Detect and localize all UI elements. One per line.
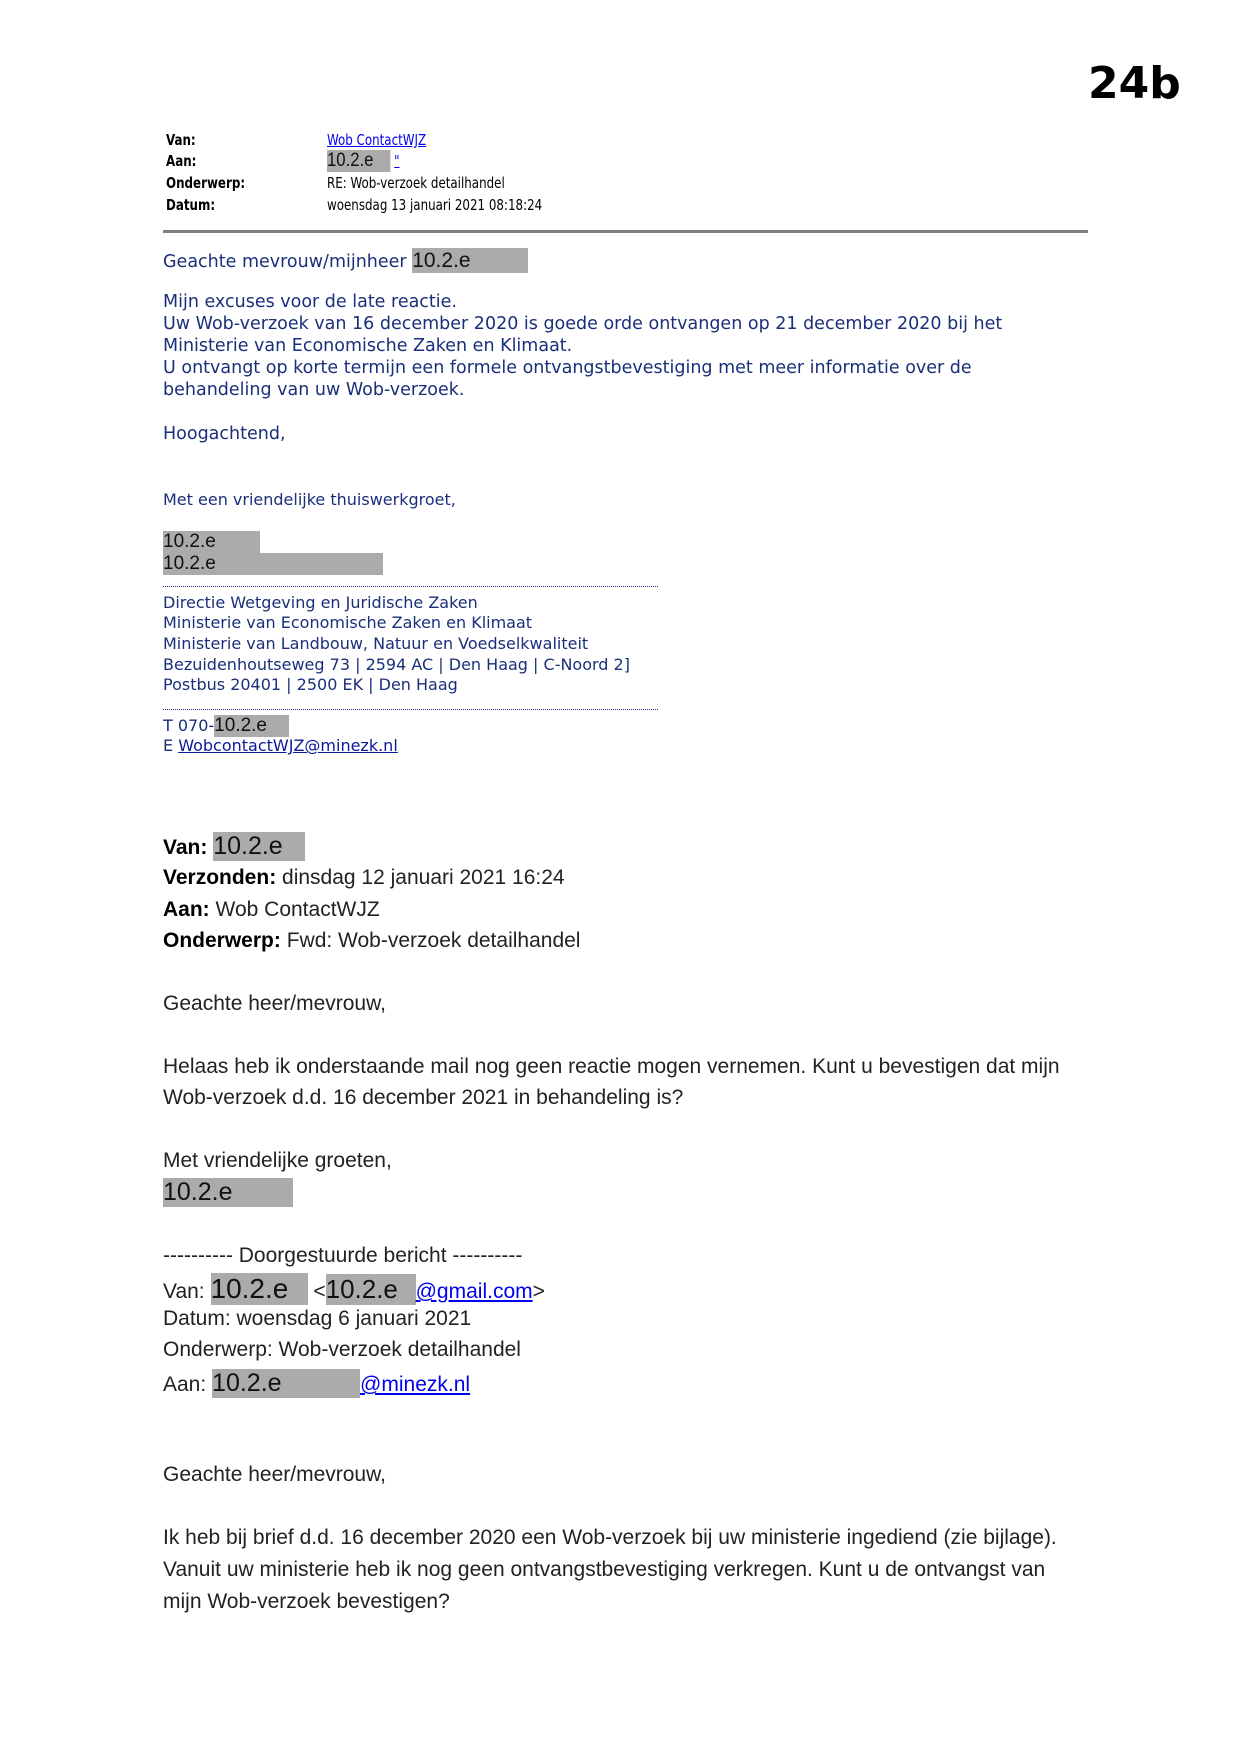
reply-greeting bbox=[163, 248, 528, 273]
label: Van: bbox=[163, 1280, 205, 1303]
redaction: 10.2.e bbox=[213, 832, 305, 861]
date-value: woensdag 13 januari 2021 08:18:24 bbox=[327, 196, 543, 214]
greeting-text: Geachte mevrouw/mijnheer bbox=[163, 252, 407, 272]
redaction: 10.2.e bbox=[163, 531, 260, 553]
fwd1-closing: Met vriendelijke groeten, bbox=[163, 1149, 392, 1172]
fwd2-subject: Onderwerp: Wob-verzoek detailhandel bbox=[163, 1338, 521, 1361]
reply-regards: Met een vriendelijke thuiswerkgroet, bbox=[163, 490, 456, 509]
reply-line: U ontvangt op korte termijn een formele ontvangstbevestiging met meer informatie over de bbox=[163, 358, 972, 378]
reply-line: Mijn excuses voor de late reactie. bbox=[163, 292, 457, 312]
minezk-link[interactable]: @minezk.nl bbox=[360, 1373, 471, 1396]
label: Verzonden: bbox=[163, 866, 277, 889]
fwd1-line: Wob-verzoek d.d. 16 december 2021 in behandeling is? bbox=[163, 1086, 684, 1109]
value: Wob ContactWJZ bbox=[215, 898, 380, 921]
redaction: 10.2.e bbox=[412, 248, 528, 273]
fwd1-to bbox=[163, 898, 380, 922]
page-number: 24b bbox=[1088, 58, 1181, 109]
org-line: Ministerie van Landbouw, Natuur en Voedselkwaliteit bbox=[163, 634, 589, 653]
fwd2-to bbox=[163, 1369, 470, 1398]
reply-line: Uw Wob-verzoek van 16 december 2020 is goede orde ontvangen op 21 december 2020 bij het bbox=[163, 314, 1003, 334]
from-link[interactable]: Wob ContactWJZ bbox=[327, 131, 427, 149]
redaction: 10.2.e bbox=[163, 1178, 293, 1207]
redaction: 10.2.e bbox=[211, 1273, 308, 1305]
phone-line bbox=[163, 715, 289, 737]
date-label: Datum: bbox=[166, 196, 216, 214]
dotted-divider bbox=[163, 586, 658, 587]
header-divider bbox=[163, 230, 1088, 233]
to-label: Aan: bbox=[166, 152, 197, 170]
label: Onderwerp: bbox=[163, 929, 281, 952]
email-link[interactable]: WobcontactWJZ@minezk.nl bbox=[178, 736, 398, 755]
redaction: 10.2.e bbox=[212, 1369, 360, 1398]
gmail-link[interactable]: @gmail.com bbox=[415, 1280, 533, 1303]
phone-prefix: T 070- bbox=[163, 716, 215, 735]
value: dinsdag 12 januari 2021 16:24 bbox=[282, 866, 565, 889]
fwd2-line: Ik heb bij brief d.d. 16 december 2020 een Wob-verzoek bij uw ministerie ingediend (zie bijlage). bbox=[163, 1526, 1057, 1549]
org-line: Postbus 20401 | 2500 EK | Den Haag bbox=[163, 675, 458, 694]
fwd1-sent bbox=[163, 866, 565, 890]
dotted-divider bbox=[163, 709, 658, 710]
fwd1-line: Helaas heb ik onderstaande mail nog geen reactie mogen vernemen. Kunt u bevestigen dat mijn bbox=[163, 1055, 1060, 1078]
org-line: Directie Wetgeving en Juridische Zaken bbox=[163, 593, 478, 612]
reply-line: Ministerie van Economische Zaken en Klimaat. bbox=[163, 336, 573, 356]
fwd2-line: mijn Wob-verzoek bevestigen? bbox=[163, 1590, 450, 1613]
fwd2-greeting: Geachte heer/mevrouw, bbox=[163, 1463, 386, 1486]
to-link[interactable]: " bbox=[394, 152, 400, 170]
subject-label: Onderwerp: bbox=[166, 174, 246, 192]
reply-line: behandeling van uw Wob-verzoek. bbox=[163, 380, 465, 400]
fwd2-separator: ---------- Doorgestuurde bericht ---------- bbox=[163, 1244, 523, 1267]
redaction: 10.2.e bbox=[326, 1274, 416, 1305]
email-prefix: E bbox=[163, 736, 179, 755]
fwd2-line: Vanuit uw ministerie heb ik nog geen ontvangstbevestiging verkregen. Kunt u de ontvangst van bbox=[163, 1558, 1046, 1581]
label: Van: bbox=[163, 836, 208, 859]
email-line bbox=[163, 736, 398, 755]
org-line: Bezuidenhoutseweg 73 | 2594 AC | Den Haag | C-Noord 2] bbox=[163, 655, 630, 674]
label: Aan: bbox=[163, 1373, 207, 1396]
from-label: Van: bbox=[166, 131, 196, 149]
fwd1-subject bbox=[163, 929, 580, 953]
redaction: 10.2.e bbox=[163, 553, 383, 575]
redaction: 10.2.e bbox=[327, 150, 390, 172]
fwd2-from: Van: 10.2.e <10.2.e @gmail.com> bbox=[163, 1273, 545, 1304]
subject-value: RE: Wob-verzoek detailhandel bbox=[327, 174, 505, 192]
fwd1-from bbox=[163, 832, 305, 861]
label: Aan: bbox=[163, 898, 210, 921]
redaction: 10.2.e bbox=[214, 715, 289, 737]
value: Fwd: Wob-verzoek detailhandel bbox=[286, 929, 581, 952]
org-line: Ministerie van Economische Zaken en Klimaat bbox=[163, 613, 533, 632]
fwd1-greeting: Geachte heer/mevrouw, bbox=[163, 992, 386, 1015]
reply-closing: Hoogachtend, bbox=[163, 424, 286, 444]
fwd2-date: Datum: woensdag 6 januari 2021 bbox=[163, 1307, 472, 1330]
to-value bbox=[327, 150, 400, 172]
